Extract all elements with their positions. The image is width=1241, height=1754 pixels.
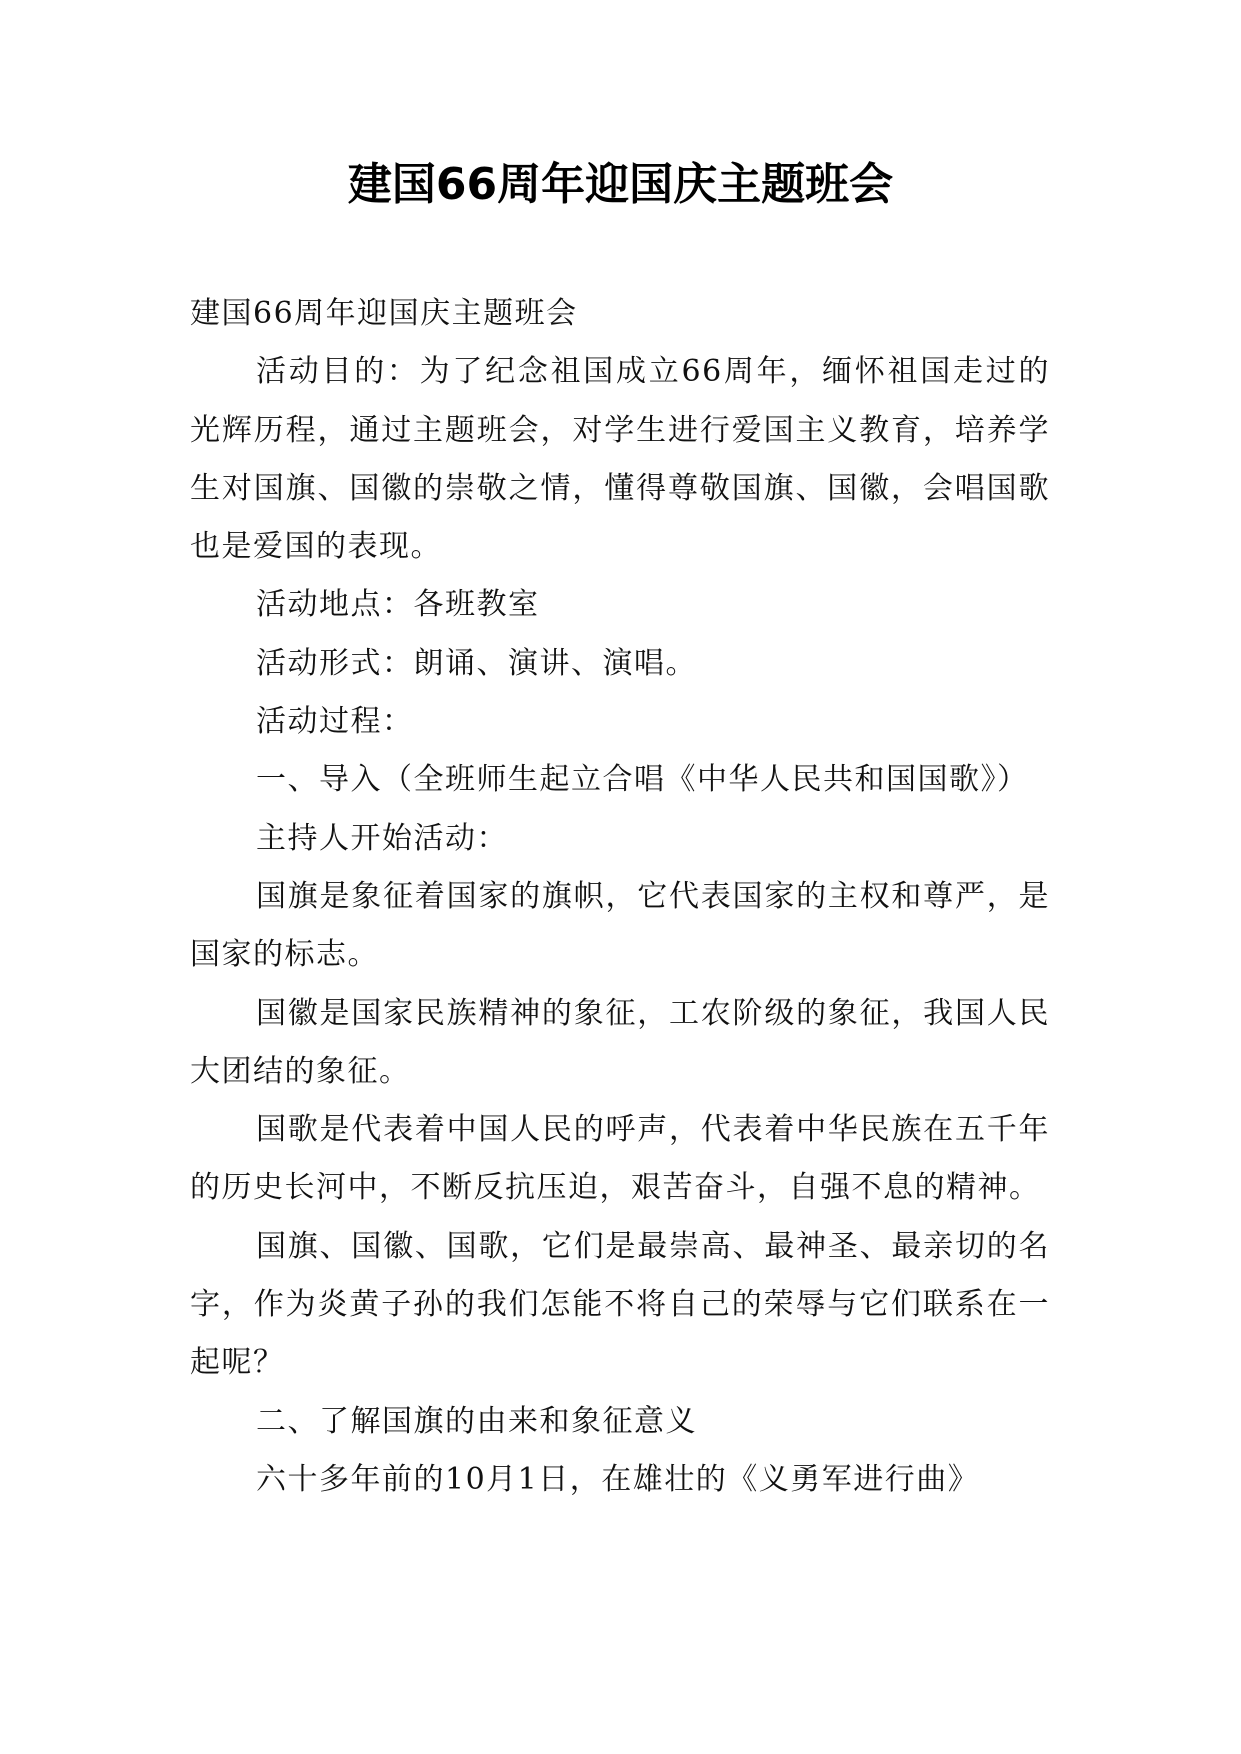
paragraph-format: 活动形式：朗诵、演讲、演唱。 [256,645,697,681]
paragraph-process: 活动过程： [256,704,414,740]
paragraph-host-start: 主持人开始活动： [256,820,508,856]
paragraph-section-1: 一、导入（全班师生起立合唱《中华人民共和国国歌》） [256,762,1029,798]
document-body [190,285,1050,1509]
paragraph-flag: 国旗是象征着国家的旗帜，它代表国家的主权和尊严，是国家的标志。 [190,878,1050,973]
paragraph-section-2: 二、了解国旗的由来和象征意义 [256,1403,697,1439]
paragraph-heading: 建国66周年迎国庆主题班会 [190,296,578,331]
paragraph-anthem: 国歌是代表着中国人民的呼声，代表着中华民族在五千年的历史长河中，不断反抗压迫，艰苦奋斗，自强不息的精神。 [190,1112,1050,1206]
paragraph-purpose: 活动目的：为了纪念祖国成立66周年，缅怀祖国走过的光辉历程，通过主题班会，对学生进行爱国主义教育，培养学生对国旗、国徽的崇敬之情，懂得尊敬国旗、国徽，会唱国歌也是爱国的表现。 [190,354,1050,565]
paragraph-location: 活动地点：各班教室 [256,587,540,623]
paragraph-emblem: 国徽是国家民族精神的象征，工农阶级的象征，我国人民大团结的象征。 [190,995,1050,1089]
document-title: 建国66周年迎国庆主题班会 [347,159,894,210]
paragraph-symbols: 国旗、国徽、国歌，它们是最崇高、最神圣、最亲切的名字，作为炎黄子孙的我们怎能不将自己的荣辱与它们联系在一起呢？ [190,1228,1050,1381]
paragraph-history: 六十多年前的10月1日，在雄壮的《义勇军进行曲》 [256,1461,980,1497]
